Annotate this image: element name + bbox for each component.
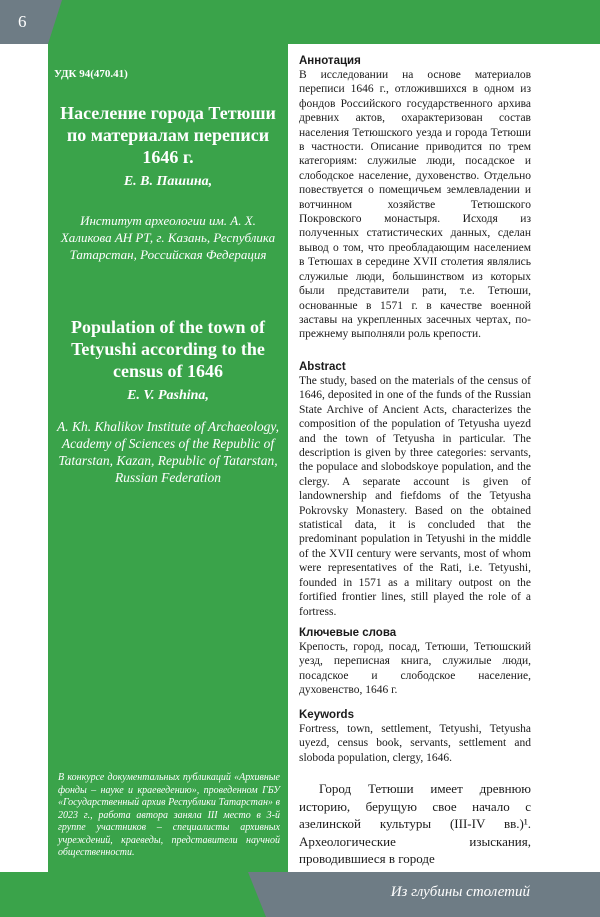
running-footer: Из глубины столетий: [390, 884, 530, 900]
keywords-russian-text: Крепость, город, посад, Тетюши, Тетюшский уезд, переписная книга, служилые люди, посадское и слободское население, духовенство, 1646 г.: [299, 641, 531, 697]
keywords-english-text: Fortress, town, settlement, Tetyushi, Tetyusha uyezd, census book, servants, settlement and sloboda population, clergy, 1646.: [299, 723, 531, 764]
title-english: Population of the town of Tetyushi according to the census of 1646: [70, 317, 265, 381]
affiliation-russian: Институт археологии им. А. Х. Халикова АН РТ, г. Казань, Республика Татарстан, Российская Федерация: [60, 213, 276, 262]
abstract-section: [299, 360, 531, 619]
top-bar-green-band: [0, 0, 600, 44]
body-paragraph: Город Тетюши имеет древнюю историю, берущую свое начало с азелинской культуры (III-IV вв.)¹. Археологические изыскания, проводившиеся в городе: [299, 781, 531, 866]
annotation-section: [299, 54, 531, 342]
bottom-bar: [0, 872, 600, 917]
article-header-panel: [48, 44, 288, 872]
author-english: E. V. Pashina,: [127, 388, 209, 403]
annotation-text: В исследовании на основе материалов переписи 1646 г., отложившихся в одном из фондов Российского государственного архива древних актов, охарактеризован состав населения Тетюшского уезда и города Тетюши в частности. Описание приводится по трем категориям: служилые люди, посадское и слободское население, духовенство. Отдельно повествуется о помещичьем землевладении и вотчинном хозяйстве Тетюшского Покровского монастыря. Исходя из полученных статистических данных, сделан вывод о том, что преобладающим населением в Тетюшах в середине XVII столетия являлись служилые люди, большинством из которых были представители рати, т.е. Тетюши, основанные в 1571 г. в качестве военной заставы на укрепленных засечных чертах, по-прежнему выполняли роль крепости.: [299, 69, 531, 341]
keywords-english-section: [299, 708, 531, 765]
affiliation-english: A. Kh. Khalikov Institute of Archaeology, Academy of Sciences of the Republic of Tatarstan, Kazan, Republic of Tatarstan, Russian Federation: [57, 419, 279, 485]
keywords-russian-heading: Ключевые слова: [299, 627, 397, 639]
top-bar: [0, 0, 600, 44]
contest-note: В конкурсе документальных публикаций «Архивные фонды – науке и краеведению», проведенном ГБУ «Государственный архив Республики Татарстан» в 2023 г., работа автора заняла III место в 3-й группе участников – специалисты архивных учреждений, краеведы, представители научной общественности.: [58, 772, 280, 858]
abstract-heading: Abstract: [299, 361, 346, 373]
keywords-english-heading: Keywords: [299, 709, 354, 721]
annotation-heading: Аннотация: [299, 55, 361, 67]
page-number: 6: [18, 12, 27, 31]
author-russian: Е. В. Пашина,: [123, 174, 213, 189]
abstract-text: The study, based on the materials of the census of 1646, deposited in one of the funds of the Russian State Archive of Ancient Acts, characterizes the composition of the population of Tetyusha uyezd and the town of Tetyusha in particular. The description is given by three categories: servants, the populace and slobodskoye population, and the clergy. A separate account is given of landownership and fiefdoms of the Tetyusha Pokrovsky Monastery. Based on the obtained statistical data, it is concluded that the predominant population in Tetyushi in the middle of the XVII century were servants, most of whom were representatives of the Rati, i.e. Tetyushi, founded in 1571 as a military outpost on the fortified frontier lines, still played the role of a fortress.: [299, 375, 531, 618]
keywords-russian-section: [299, 626, 531, 698]
udk-code: УДК 94(470.41): [54, 68, 128, 80]
title-russian: Население города Тетюши по материалам переписи 1646 г.: [60, 103, 276, 167]
